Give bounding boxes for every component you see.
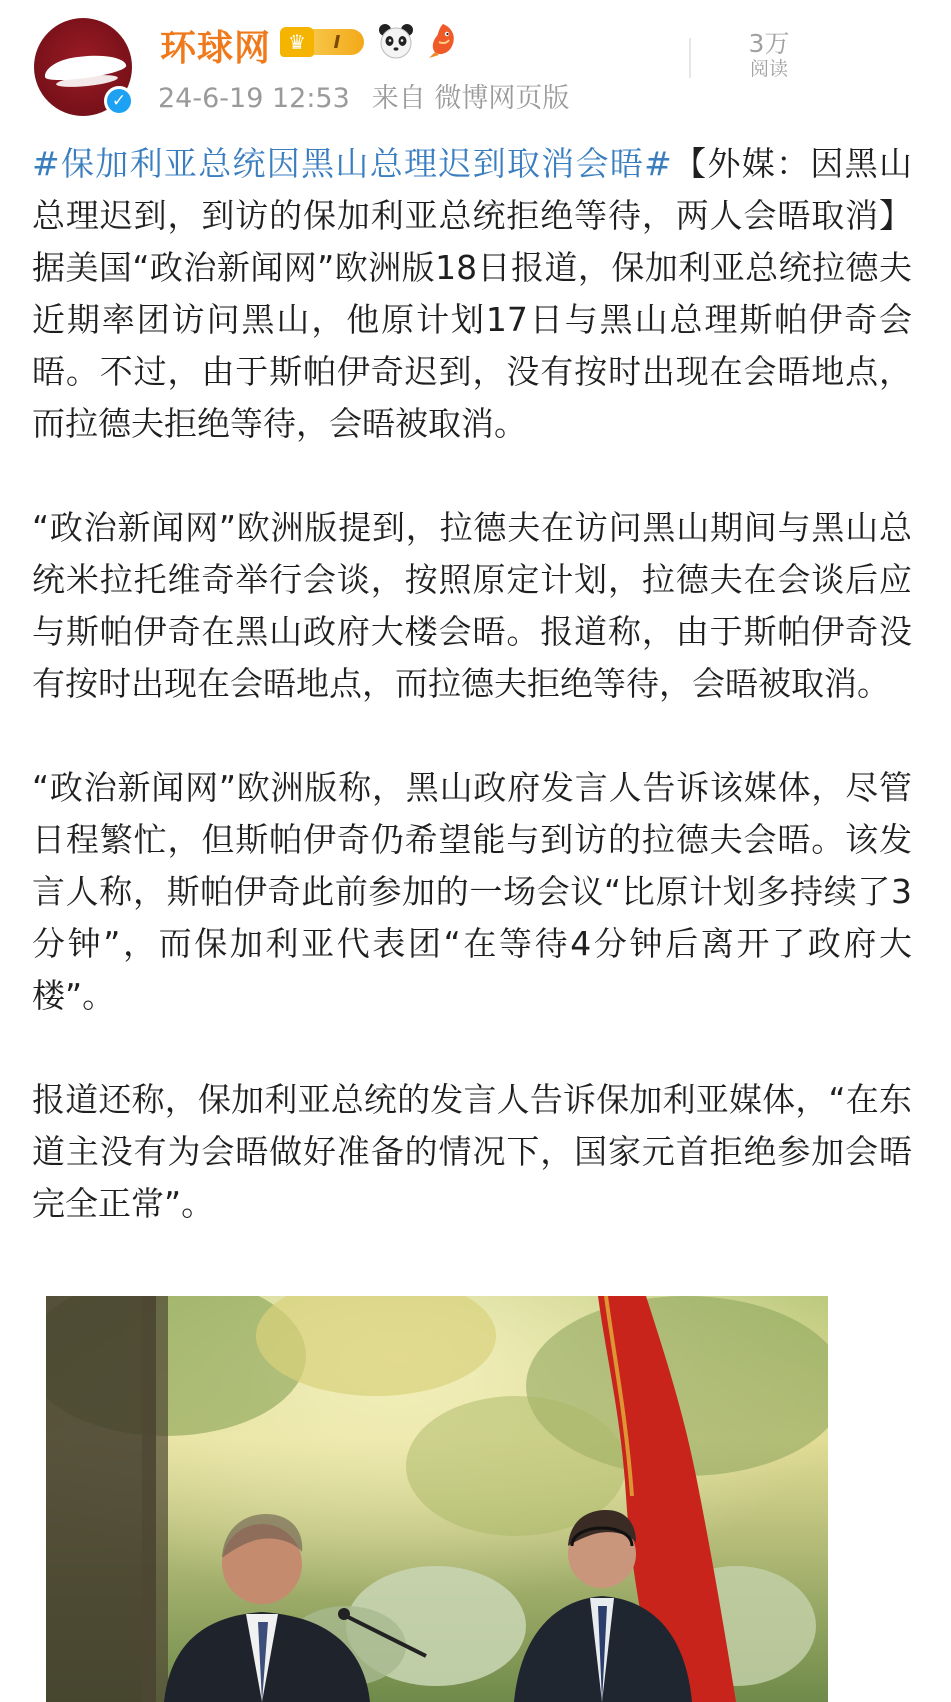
post-content [32, 138, 912, 1230]
post-source: 来自 微博网页版 [371, 83, 570, 114]
vip-level: I [310, 29, 364, 55]
read-count-value: 3万 [748, 29, 790, 58]
vip-badge[interactable] [280, 24, 364, 60]
photo-scene [46, 1296, 828, 1702]
vip-crown-icon: ♛ [280, 27, 314, 57]
author-name[interactable]: 环球网 [160, 28, 272, 69]
post-photo[interactable] [46, 1296, 828, 1702]
paragraph-3: “政治新闻网”欧洲版称，黑山政府发言人告诉该媒体，尽管日程繁忙，但斯帕伊奇仍希望能与到访的拉德夫会晤。该发言人称，斯帕伊奇此前参加的一场会议“比原计划多持续了3分钟”，而保加利亚代表团“在等待4分钟后离开了政府大楼”。 [32, 768, 912, 1015]
read-count [730, 30, 808, 80]
hashtag-link[interactable]: #保加利亚总统因黑山总理迟到取消会晤# [32, 144, 672, 183]
post-timestamp: 24-6-19 12:53 [158, 83, 350, 114]
post-meta [158, 76, 569, 115]
post-header [0, 0, 951, 132]
paragraph-1 [32, 138, 912, 450]
paragraph-2: “政治新闻网”欧洲版提到，拉德夫在访问黑山期间与黑山总统米拉托维奇举行会谈，按照原定计划，拉德夫在会谈后应与斯帕伊奇在黑山政府大楼会晤。报道称，由于斯帕伊奇没有按时出现在会晤地点，而拉德夫拒绝等待，会晤被取消。 [32, 508, 912, 703]
verified-badge-icon: ✓ [104, 86, 134, 116]
fish-icon[interactable] [425, 20, 461, 60]
paragraph-4: 报道还称，保加利亚总统的发言人告诉保加利亚媒体，“在东道主没有为会晤做好准备的情况下，国家元首拒绝参加会晤完全正常”。 [32, 1080, 912, 1223]
paragraph-1-text: 【外媒：因黑山总理迟到，到访的保加利亚总统拒绝等待，两人会晤取消】据美国“政治新闻网”欧洲版18日报道，保加利亚总统拉德夫近期率团访问黑山，他原计划17日与黑山总理斯帕伊奇会晤。不过，由于斯帕伊奇迟到，没有按时出现在会晤地点，而拉德夫拒绝等待，会晤被取消。 [32, 144, 912, 443]
panda-icon[interactable] [377, 22, 415, 60]
header-divider [689, 38, 691, 78]
read-count-label: 阅读 [749, 58, 788, 80]
